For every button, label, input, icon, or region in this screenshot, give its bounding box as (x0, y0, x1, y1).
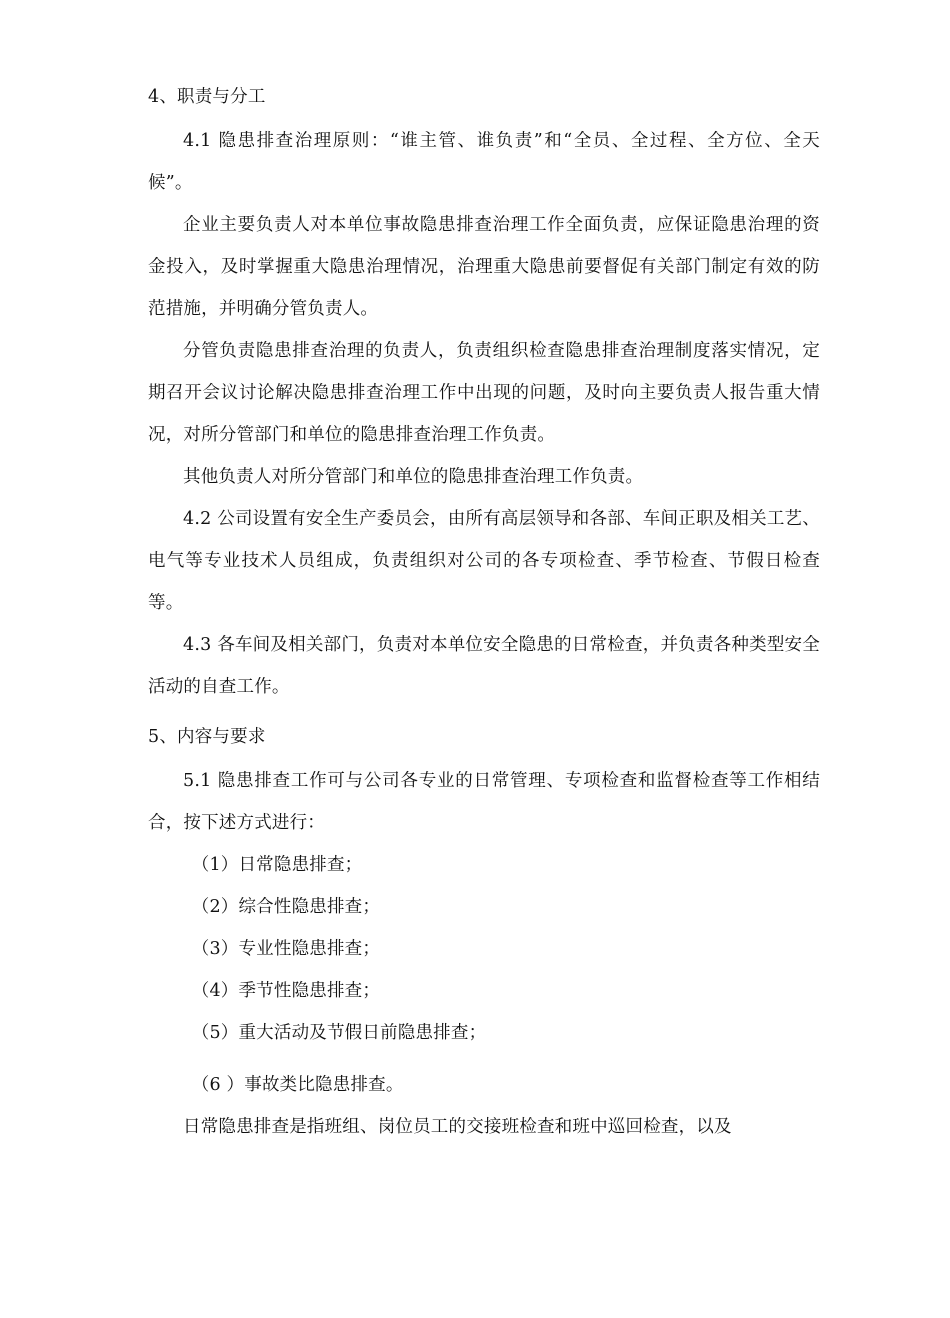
inspection-method-list (148, 844, 820, 1106)
list-item: （4）季节性隐患排查； (191, 981, 381, 1001)
list-item: （3）专业性隐患排查； (191, 939, 381, 959)
paragraph-branch-leader: 分管负责隐患排查治理的负责人，负责组织检查隐患排查治理制度落实情况，定期召开会议讨论解决隐患排查治理工作中出现的问题，及时向主要负责人报告重大情况，对所分管部门和单位的隐患排查治理工作负责。 (148, 341, 820, 445)
list-item: （5）重大活动及节假日前隐患排查； (191, 1023, 487, 1043)
paragraph-daily-inspection: 日常隐患排查是指班组、岗位员工的交接班检查和班中巡回检查，以及 (183, 1117, 732, 1137)
paragraph-5-1: 5.1 隐患排查工作可与公司各专业的日常管理、专项检查和监督检查等工作相结合，按下述方式进行： (148, 771, 820, 833)
paragraph-4-2: 4.2 公司设置有安全生产委员会，由所有高层领导和各部、车间正职及相关工艺、电气等专业技术人员组成，负责组织对公司的各专项检查、季节检查、节假日检查等。 (148, 509, 820, 613)
list-item: （6 ）事故类比隐患排查。 (191, 1075, 404, 1095)
paragraph-main-leader: 企业主要负责人对本单位事故隐患排查治理工作全面负责，应保证隐患治理的资金投入，及时掌握重大隐患治理情况，治理重大隐患前要督促有关部门制定有效的防范措施，并明确分管负责人。 (148, 215, 820, 319)
section-heading-4: 4、职责与分工 (148, 87, 266, 107)
document-body (148, 78, 820, 1148)
list-item: （1）日常隐患排查； (191, 855, 363, 875)
paragraph-other-leader: 其他负责人对所分管部门和单位的隐患排查治理工作负责。 (183, 467, 644, 487)
paragraph-4-3: 4.3 各车间及相关部门，负责对本单位安全隐患的日常检查，并负责各种类型安全活动的自查工作。 (148, 635, 820, 697)
section-heading-5: 5、内容与要求 (148, 727, 266, 747)
list-item: （2）综合性隐患排查； (191, 897, 381, 917)
paragraph-4-1: 4.1 隐患排查治理原则：“谁主管、谁负责”和“全员、全过程、全方位、全天候”。 (148, 131, 820, 193)
